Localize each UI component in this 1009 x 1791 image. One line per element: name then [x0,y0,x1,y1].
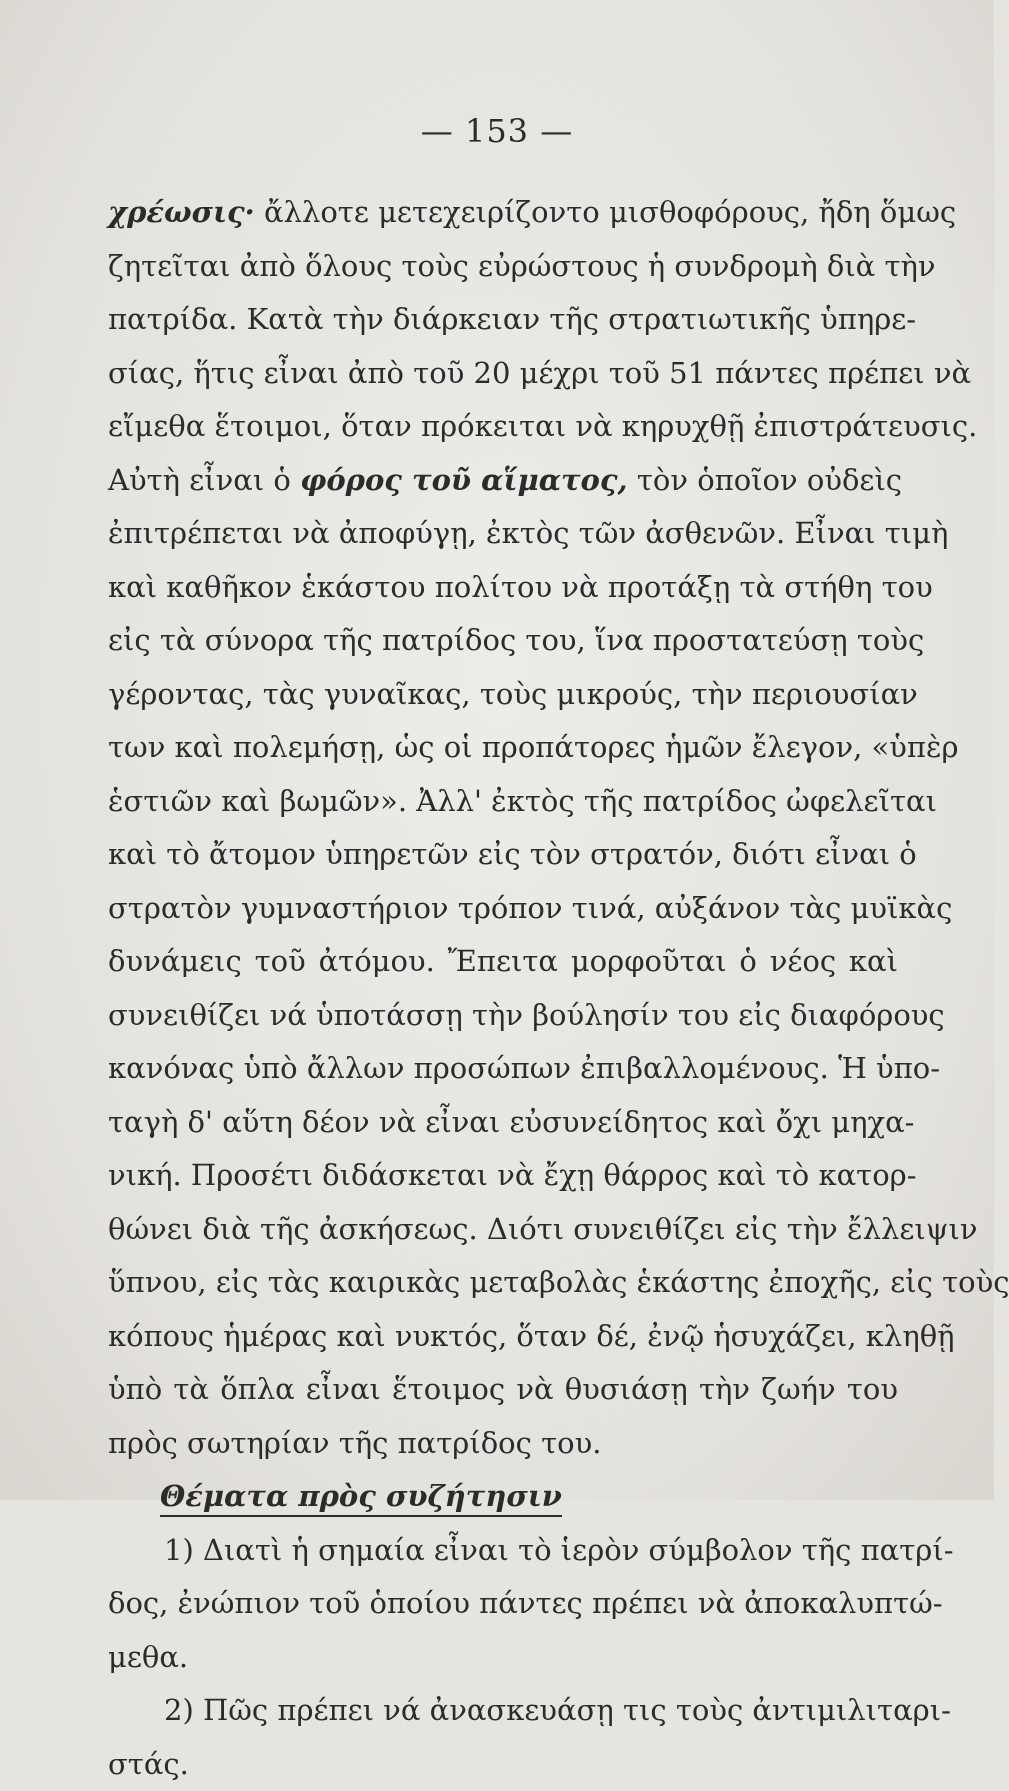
section-heading [108,1470,898,1524]
text-segment: νική. Προσέτι διδάσκεται νὰ ἔχῃ θάρρος καὶ τὸ κατορ- [108,1158,917,1192]
text-segment: εἴμεθα ἕτοιμοι, ὅταν πρόκειται νὰ κηρυχθῇ ἐπιστράτευσις. [108,409,977,443]
text-segment: ἄλλοτε μετεχειρίζοντο μισθοφόρους, ἤδη ὅμως [255,195,956,229]
text-segment: πατρίδα. Κατὰ τὴν διάρκειαν τῆς στρατιωτικῆς ὑπηρε- [108,302,916,336]
text-line [108,240,898,294]
text-segment: ὕπνου, εἰς τὰς καιρικὰς μεταβολὰς ἑκάστης ἐποχῆς, εἰς τοὺς [108,1265,1009,1299]
question-item [108,1684,898,1791]
question-line: δος, ἐνώπιον τοῦ ὁποίου πάντες πρέπει νὰ ἀποκαλυπτώ- [108,1577,898,1631]
text-line [108,882,898,936]
section-heading-text: Θέματα πρὸς συζήτησιν [160,1479,562,1517]
text-segment: σίας, ἥτις εἶναι ἀπὸ τοῦ 20 μέχρι τοῦ 51 πάντες πρέπει νὰ [108,356,971,390]
text-segment: ὑπὸ τὰ ὅπλα εἶναι ἕτοιμος νὰ θυσιάσῃ τὴν ζωήν του [108,1372,898,1406]
text-line [108,347,898,401]
text-line [108,507,898,561]
text-line [108,561,898,615]
text-line [108,186,898,240]
text-line [108,935,898,989]
question-line: στάς. [108,1738,898,1791]
question-line: 2) Πῶς πρέπει νά ἀνασκευάσῃ τις τοὺς ἀντιμιλιταρι- [108,1684,898,1738]
emphasized-term: χρέωσις· [108,195,255,229]
paragraph [108,186,898,1470]
text-line [108,1203,898,1257]
question-item [108,1524,898,1685]
text-line [108,1096,898,1150]
emphasized-term: φόρος τοῦ αἵματος, [300,463,628,497]
text-line [108,721,898,775]
text-line [108,1417,898,1471]
text-segment: ἐπιτρέπεται νὰ ἀποφύγῃ, ἐκτὸς τῶν ἀσθενῶν. Εἶναι τιμὴ [108,516,948,550]
text-line [108,775,898,829]
text-segment: εἰς τὰ σύνορα τῆς πατρίδος του, ἵνα προστατεύσῃ τοὺς [108,623,924,657]
text-line [108,614,898,668]
text-line [108,1310,898,1364]
text-segment: των καὶ πολεμήσῃ, ὡς οἱ προπάτορες ἡμῶν ἔλεγον, «ὑπὲρ [108,730,959,764]
text-segment: τὸν ὁποῖον οὐδεὶς [628,463,902,497]
text-line [108,1256,898,1310]
text-line [108,828,898,882]
body-text [108,186,898,1791]
text-line [108,454,898,508]
text-line [108,668,898,722]
text-line [108,400,898,454]
page-number: — 153 — [0,112,994,150]
text-segment: Αὐτὴ εἶναι ὁ [108,463,300,497]
text-segment: κόπους ἡμέρας καὶ νυκτός, ὅταν δέ, ἐνῷ ἡσυχάζει, κληθῇ [108,1319,955,1353]
text-segment: θώνει διὰ τῆς ἀσκήσεως. Διότι συνειθίζει εἰς τὴν ἔλλειψιν [108,1212,977,1246]
question-line: μεθα. [108,1631,898,1685]
text-line [108,989,898,1043]
questions-list [108,1524,898,1791]
text-segment: πρὸς σωτηρίαν τῆς πατρίδος του. [108,1426,601,1460]
text-line [108,1149,898,1203]
text-segment: ταγὴ δ' αὕτη δέον νὰ εἶναι εὐσυνείδητος καὶ ὄχι μηχα- [108,1105,914,1139]
text-segment: ἑστιῶν καὶ βωμῶν». Ἀλλ' ἐκτὸς τῆς πατρίδος ὠφελεῖται [108,784,937,818]
text-segment: γέροντας, τὰς γυναῖκας, τοὺς μικρούς, τὴν περιουσίαν [108,677,918,711]
text-segment: καὶ τὸ ἄτομον ὑπηρετῶν εἰς τὸν στρατόν, διότι εἶναι ὁ [108,837,917,871]
text-segment: καὶ καθῆκον ἑκάστου πολίτου νὰ προτάξῃ τὰ στήθη του [108,570,933,604]
text-line [108,1363,898,1417]
text-line [108,293,898,347]
text-segment: στρατὸν γυμναστήριον τρόπον τινά, αὐξάνον τὰς μυϊκὰς [108,891,952,925]
text-segment: δυνάμεις τοῦ ἀτόμου. Ἔπειτα μορφοῦται ὁ νέος καὶ [108,944,898,978]
text-line [108,1042,898,1096]
text-segment: συνειθίζει νά ὑποτάσσῃ τὴν βούλησίν του εἰς διαφόρους [108,998,945,1032]
text-segment: ζητεῖται ἀπὸ ὅλους τοὺς εὐρώστους ἡ συνδρομὴ διὰ τὴν [108,249,936,283]
question-line: 1) Διατὶ ἡ σημαία εἶναι τὸ ἱερὸν σύμβολον τῆς πατρί- [108,1524,898,1578]
text-segment: κανόνας ὑπὸ ἄλλων προσώπων ἐπιβαλλομένους. Ἡ ὑπο- [108,1051,940,1085]
